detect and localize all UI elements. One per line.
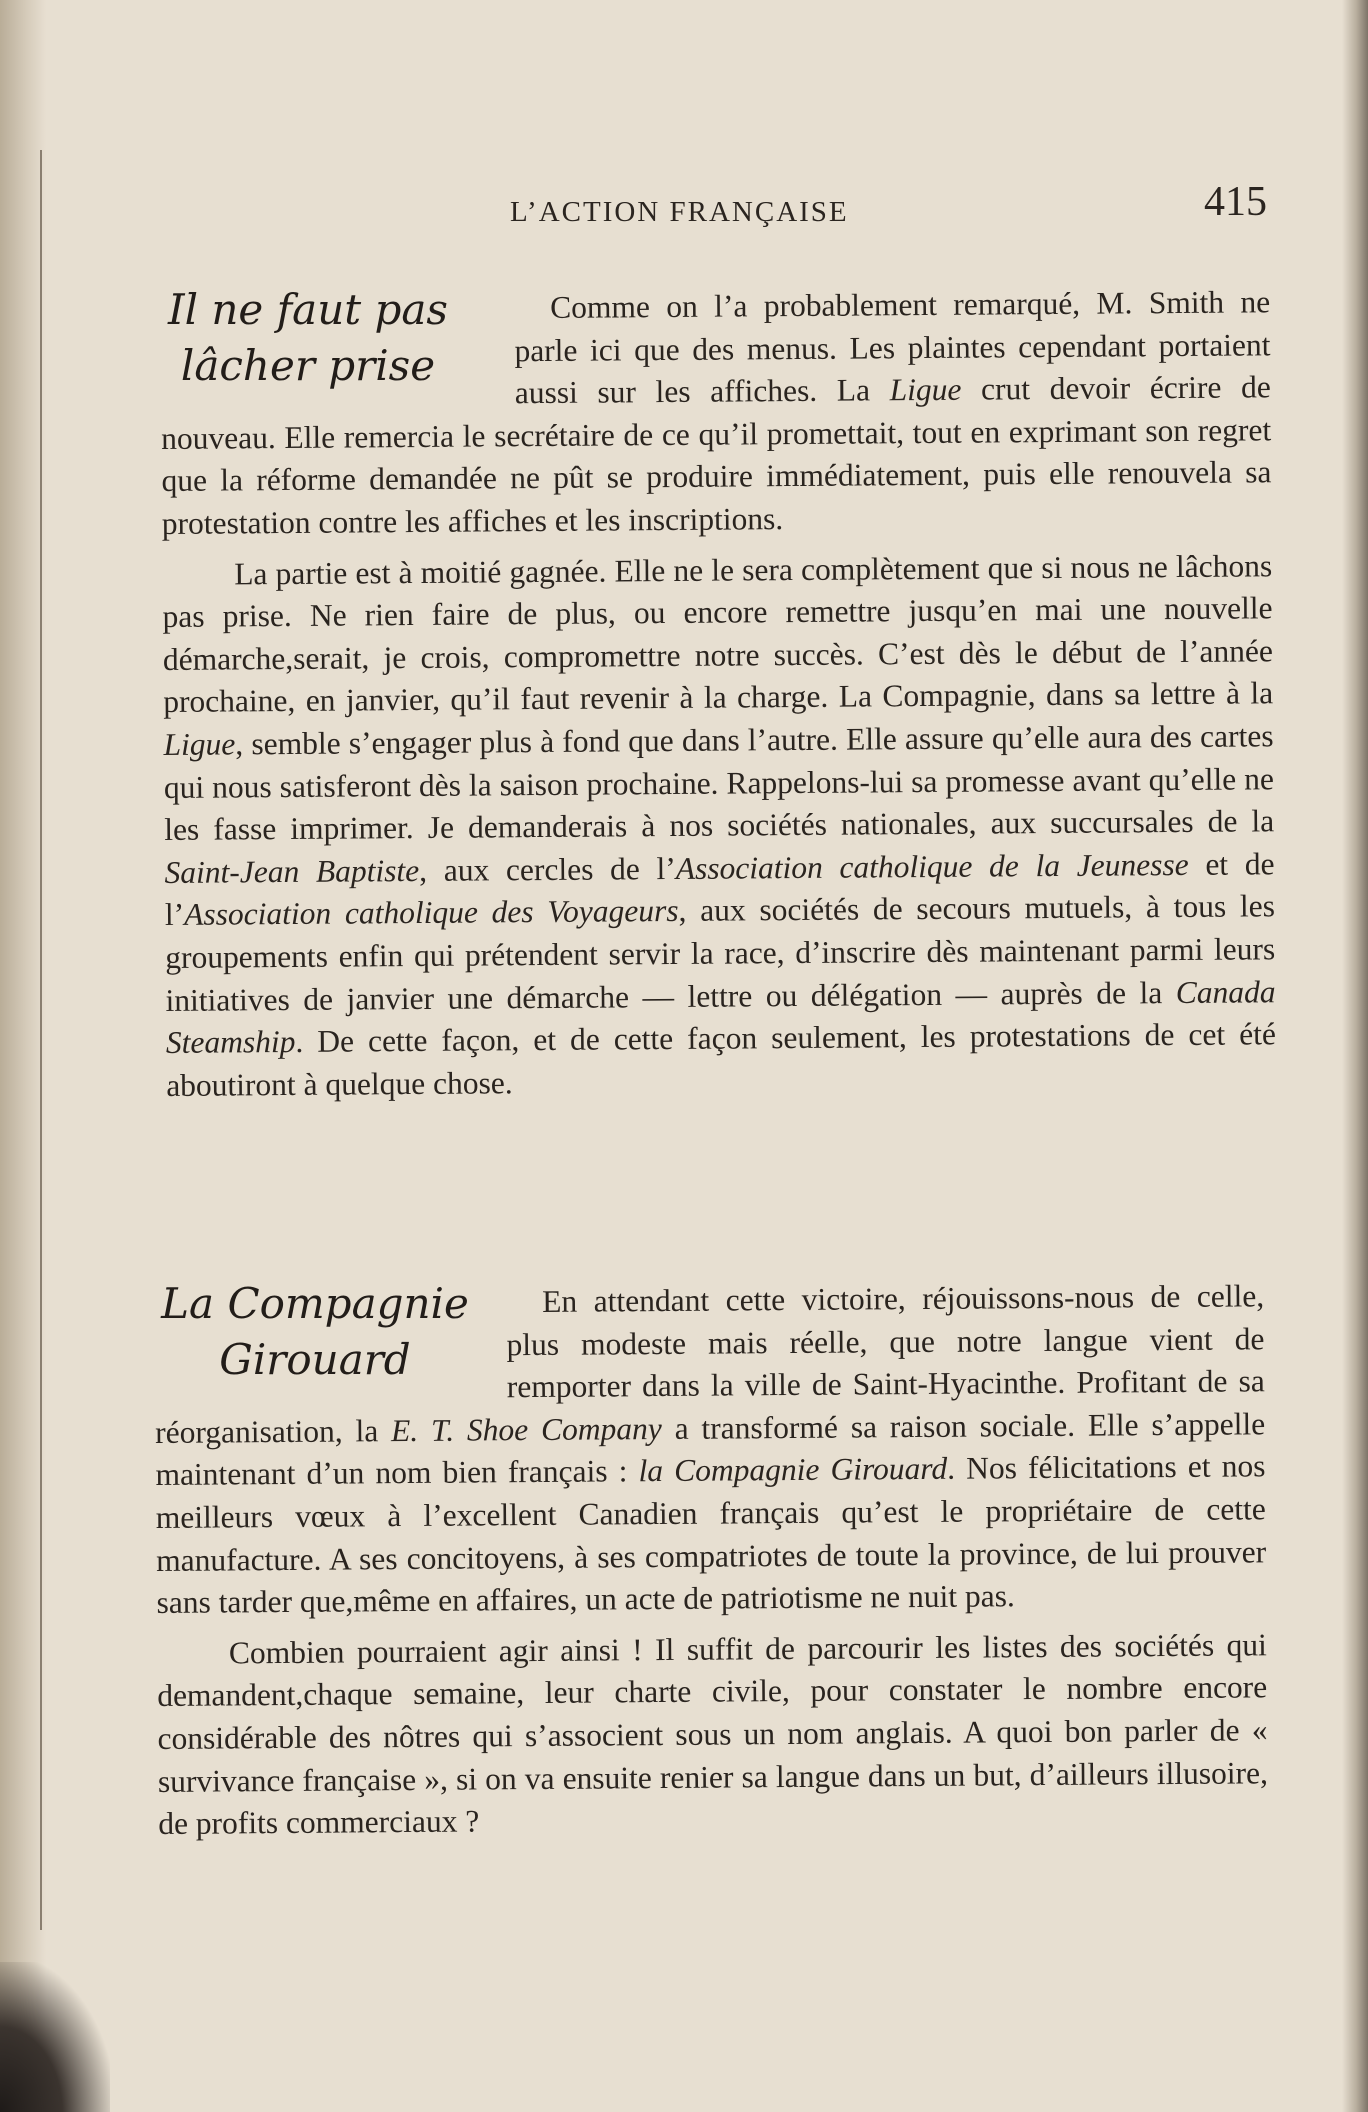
corner-shadow — [0, 1962, 110, 2112]
section-1-body — [160, 281, 1276, 1107]
text-run: Comme on l’a probablement remarqué, M. Smith ne parle ici que des menus. Les plaintes cependant portaient aussi sur les affiches. La — [514, 284, 1271, 411]
text-run-italic: la Compagnie Girouard — [638, 1451, 948, 1489]
section-2-paragraph-2: Combien pourraient agir ainsi ! Il suffit de parcourir les listes des sociétés qui demandent,chaque semaine, leur charte civile, pour constater le nombre encore considérable des nôtres qui s’associent sous un nom anglais. A quoi bon parler de « survivance française », si on va ensuite renier sa langue dans un but, d’ailleurs illusoire, de profits commerciaux ? — [157, 1627, 1269, 1842]
text-run-italic: Association catholique de la Jeunesse — [675, 846, 1189, 886]
text-run-italic: Association catholique des Voyageurs — [184, 893, 679, 933]
page-number: 415 — [1204, 179, 1267, 225]
section-heading-1-line2: lâcher prise — [180, 341, 436, 390]
running-title: L’ACTION FRANÇAISE — [510, 196, 849, 228]
text-run: a transformé sa raison sociale. Elle s’appelle maintenant d’un nom bien français : — [155, 1406, 1266, 1493]
section-heading-2-line1: La Compagnie — [161, 1279, 469, 1328]
text-run: , aux cercles de l’ — [419, 850, 676, 888]
section-1-paragraph-2 — [162, 545, 1276, 1107]
text-run-italic: Ligue — [163, 726, 236, 762]
heading-space — [160, 287, 515, 410]
text-run-italic: Canada Steamship — [165, 973, 1276, 1061]
section-heading-1-line1: Il ne faut pas — [168, 285, 448, 334]
text-run: La partie est à moitié gagnée. Elle ne le sera complètement que si nous ne lâchons pas prise. Ne rien faire de plus, ou encore remettre jusqu’en mai une nouvelle démarche,serait, je crois, compromettre notre succès. C’est dès le début de l’année prochaine, en janvier, qu’il faut revenir à la charge. La Compagnie, dans sa lettre à la — [162, 547, 1274, 720]
text-run: , semble s’engager plus à fond que dans l’autre. Elle assure qu’elle aura des cartes qui nous satisferont dès la saison prochaine. Rappelons-lui sa promesse avant qu’elle ne les fasse imprimer. Je demanderais à nos sociétés nationales, aux succursales de la — [163, 718, 1275, 848]
section-2-body — [154, 1275, 1268, 1845]
section-1-paragraph-1 — [160, 281, 1272, 545]
text-run: crut devoir écrire de nouveau. Elle remercia le secrétaire de ce qu’il promettait, tout en exprimant son regret que la réforme demandée ne pût se produire immédiatement, puis elle renouvela sa protestation contre les affiches et les inscriptions. — [161, 369, 1272, 541]
text-run-italic: E. T. Shoe Company — [390, 1410, 662, 1448]
section-heading-2-line2: Girouard — [219, 1335, 411, 1384]
text-run-italic: Ligue — [889, 371, 962, 408]
text-run: . Nos félicitations et nos meilleurs vœux à l’excellent Canadien français qu’est le propriétaire de cette manufacture. A ses concitoyens, à ses compatriotes de toute la province, de lui prouver sans tarder que,même en affaires, un acte de patriotisme ne nuit pas. — [155, 1448, 1267, 1621]
text-run: . De cette façon, et de cette façon seulement, les protestations de cet été aboutiront à quelque chose. — [166, 1016, 1277, 1103]
heading-space — [154, 1281, 507, 1404]
text-run: En attendant cette victoire, réjouissons-nous de celle, plus modeste mais réelle, que notre langue vient de remporter dans la ville de Saint-Hyacinthe. Profitant de sa réorganisation, la — [155, 1278, 1265, 1450]
text-run: , aux sociétés de secours mutuels, à tous les groupements enfin qui prétendent servir la race, d’inscrire dès maintenant parmi leurs initiatives de janvier une démarche — lettre ou délégation — auprès de la — [165, 888, 1276, 1018]
text-run: et de l’ — [164, 845, 1275, 933]
section-2-paragraph-1 — [154, 1275, 1267, 1624]
page-edge — [1342, 0, 1368, 2112]
binding-edge — [40, 150, 42, 1930]
text-run-italic: Saint-Jean Baptiste — [164, 852, 420, 890]
